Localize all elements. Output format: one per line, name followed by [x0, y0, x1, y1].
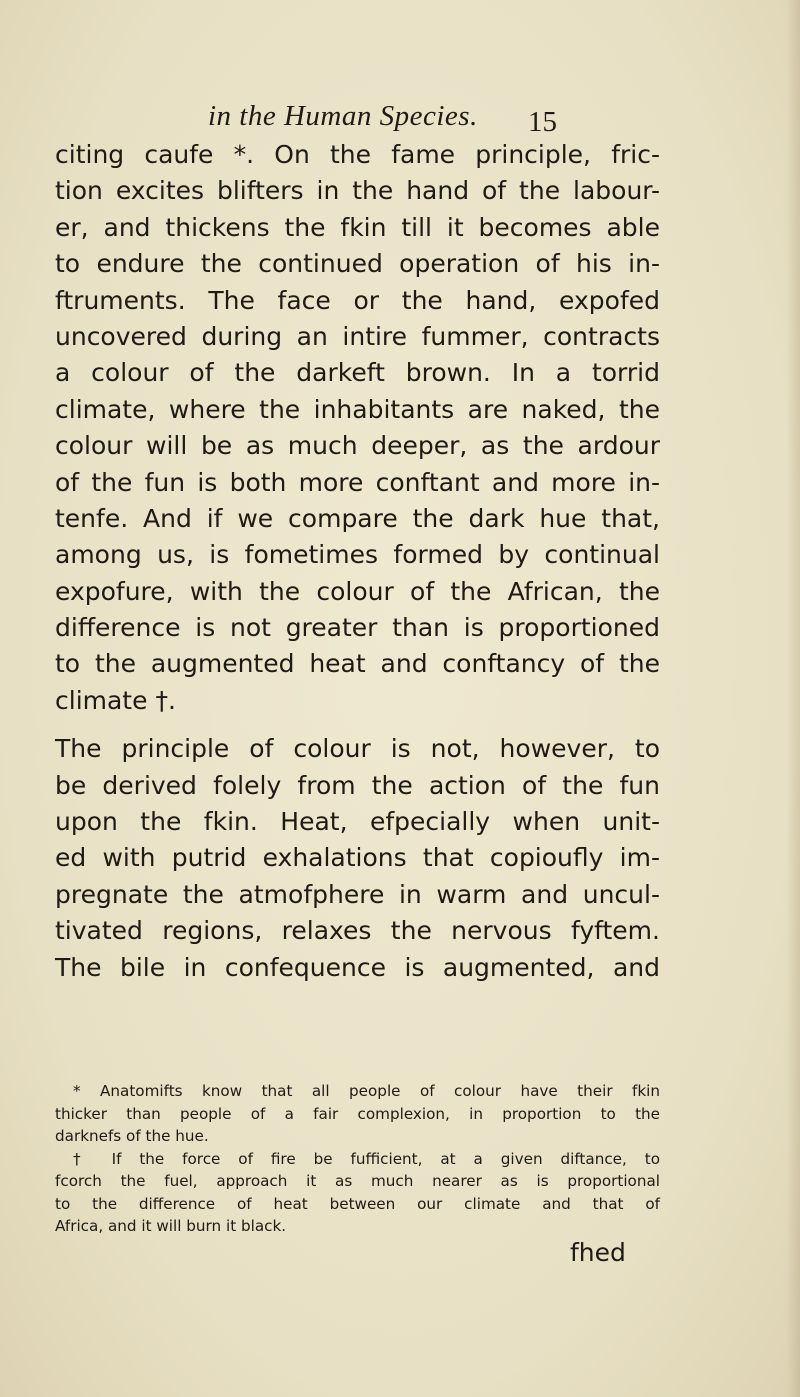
text-line: The bile in confequence is augmented, and [55, 952, 660, 982]
footnote-line: † If the force of fire be fufficient, at a given diftance, to [73, 1149, 660, 1168]
text-line: expofure, with the colour of the African, the [55, 576, 660, 606]
text-line: a colour of the darkeft brown. In a torrid [55, 358, 660, 388]
text-line: tivated regions, relaxes the nervous fyftem. [55, 916, 660, 946]
paragraph-1 [55, 137, 660, 719]
text-line: uncovered during an intire fummer, contracts [55, 321, 660, 351]
text-line: The principle of colour is not, however, to [55, 734, 660, 764]
text-line: of the fun is both more conftant and more in- [55, 467, 660, 497]
text-line: er, and thickens the fkin till it becomes able [55, 212, 660, 242]
footnote-line: * Anatomifts know that all people of colour have their fkin [73, 1082, 660, 1100]
text-line: climate †. [55, 685, 176, 715]
text-line: colour will be as much deeper, as the ardour [55, 431, 660, 461]
text-line: to endure the continued operation of his in- [55, 249, 660, 279]
text-line: tion excites blifters in the hand of the labour- [55, 176, 660, 206]
footnotes [55, 1080, 660, 1238]
text-line: be derived folely from the action of the fun [55, 770, 660, 800]
text-line: to the augmented heat and conftancy of the [55, 649, 660, 679]
main-text [55, 137, 660, 986]
running-title: in the Human Species. [208, 100, 478, 132]
page-number: 15 [528, 106, 557, 138]
text-line: ftruments. The face or the hand, expofed [55, 285, 660, 315]
text-line: pregnate the atmofphere in warm and uncul- [55, 879, 660, 909]
text-line: climate, where the inhabitants are naked, the [55, 394, 660, 424]
page-header [0, 100, 800, 140]
text-line: among us, is fometimes formed by continual [55, 540, 660, 570]
footnote-line: Africa, and it will burn it black. [55, 1217, 287, 1235]
page-edge-shadow [786, 0, 800, 1397]
text-line: difference is not greater than is proportioned [55, 613, 660, 643]
footnote-dagger [55, 1148, 660, 1238]
footnote-line: to the difference of heat between our climate and that of [55, 1194, 660, 1213]
footnote-asterisk [55, 1080, 660, 1148]
text-line: citing caufe *. On the fame principle, fric- [55, 140, 660, 169]
text-line: upon the fkin. Heat, efpecially when unit- [55, 807, 660, 837]
footnote-line: thicker than people of a fair complexion, in proportion to the [55, 1104, 660, 1123]
footnote-line: darknefs of the hue. [55, 1127, 209, 1145]
footnote-line: fcorch the fuel, approach it as much nearer as is proportional [55, 1172, 660, 1190]
catchword: fhed [570, 1238, 626, 1267]
paragraph-2 [55, 731, 660, 986]
text-line: tenfe. And if we compare the dark hue that, [55, 503, 660, 533]
text-line: ed with putrid exhalations that copioufly im- [55, 843, 660, 873]
